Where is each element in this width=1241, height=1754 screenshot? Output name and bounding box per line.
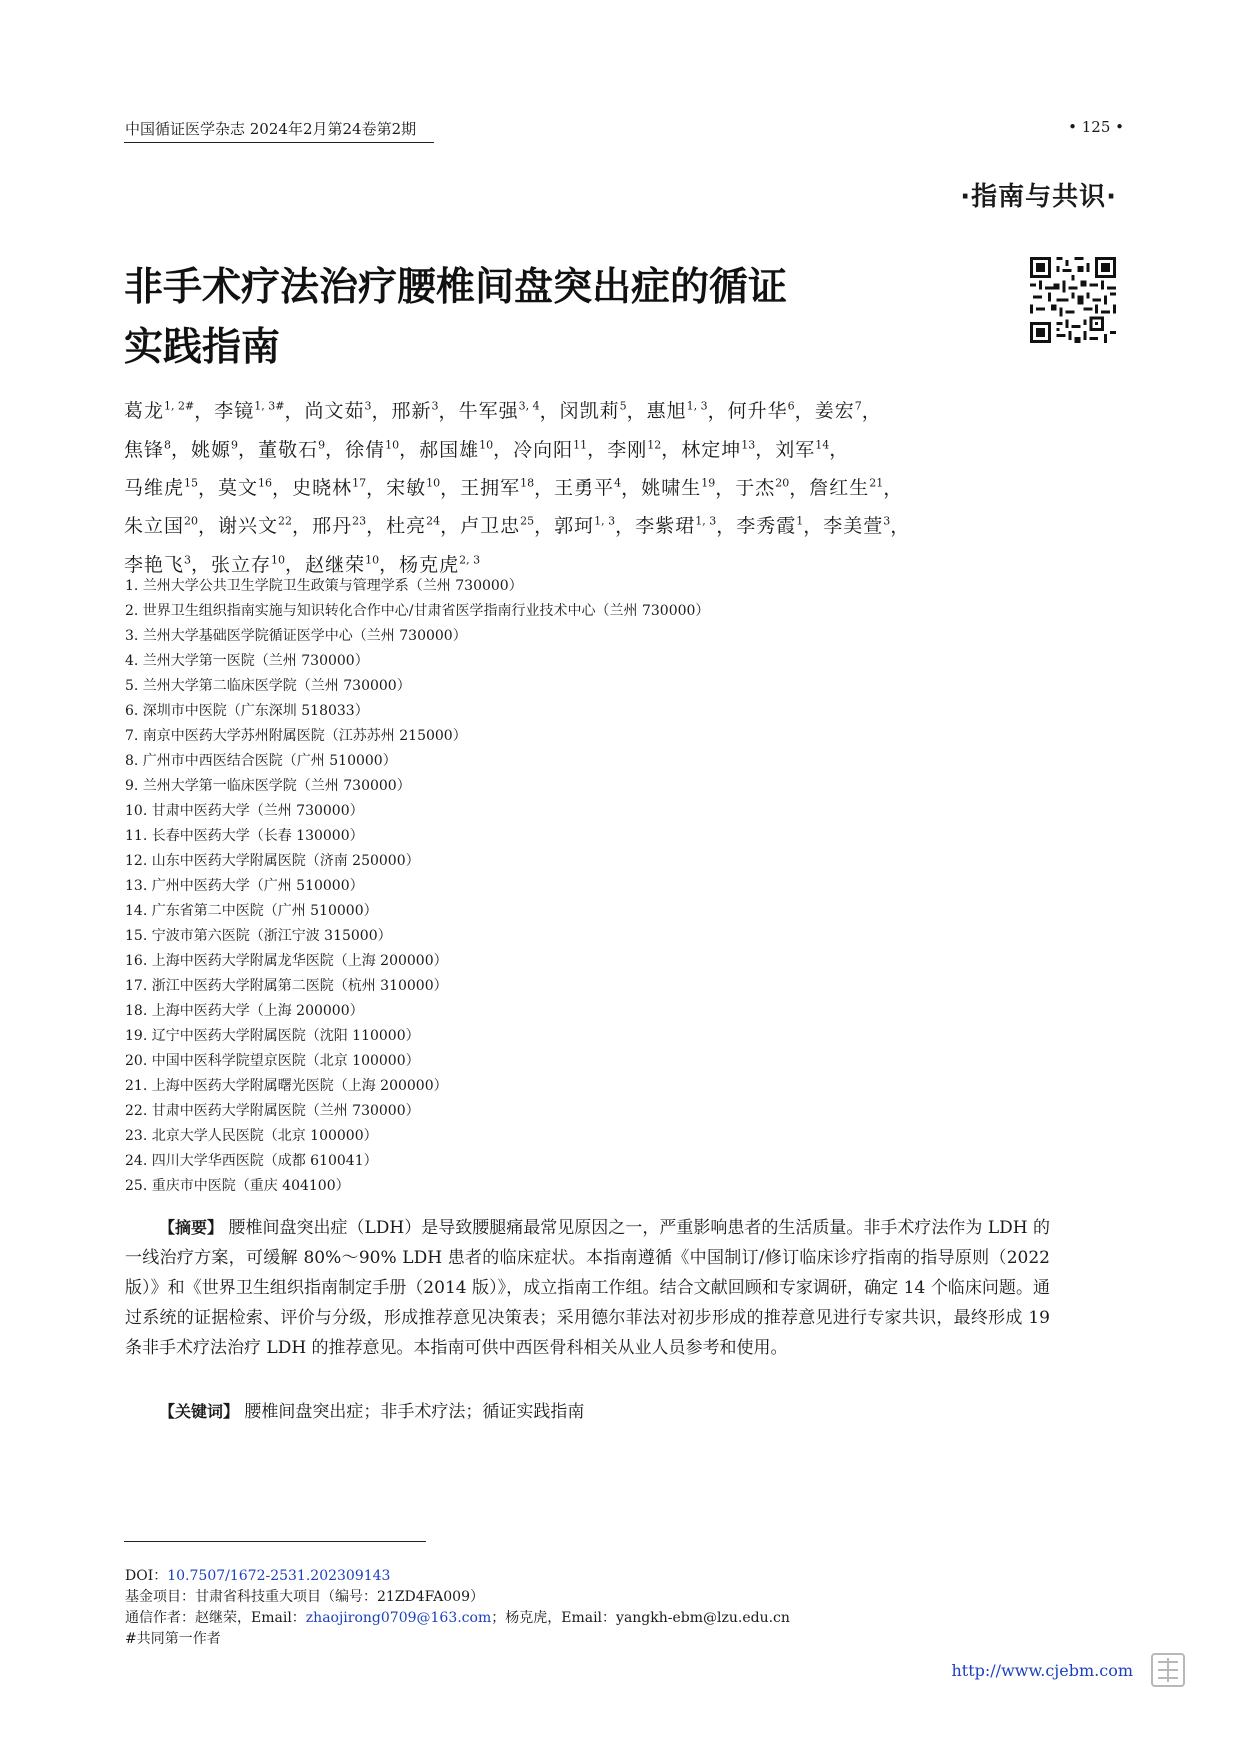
affiliation-item: 13. 广州中医药大学（广州 510000）: [125, 878, 364, 894]
author-name: 张立存$^{10}$: [211, 553, 286, 576]
header-rule: [124, 142, 434, 143]
author-affiliation-mark: 13: [741, 438, 756, 452]
affiliation-item: 11. 长春中医药大学（长春 130000）: [125, 828, 364, 844]
corresponding-author-line: [125, 1608, 1025, 1629]
author-affiliation-mark: 20: [775, 476, 790, 490]
author-name: 杜亮$^{24}$: [386, 514, 441, 538]
affiliation-item: 24. 四川大学华西医院（成都 610041）: [125, 1153, 378, 1169]
author-name: 李镜$^{1, 3\#}$: [214, 400, 285, 423]
affiliation-item: 1. 兰州大学公共卫生学院卫生政策与管理学系（兰州 730000）: [125, 578, 523, 594]
author-name: 李秀霞$^1$: [736, 514, 804, 538]
affiliation-item: 21. 上海中医药大学附属曙光医院（上海 200000）: [125, 1078, 448, 1094]
author-affiliation-mark: 21: [869, 476, 884, 490]
affiliation-item: 16. 上海中医药大学附属龙华医院（上海 200000）: [125, 953, 448, 969]
corr-prefix: 通信作者：赵继荣，Email：: [125, 1610, 306, 1626]
author-name: 李紫珺$^{1, 3}$: [635, 514, 717, 538]
author-name: 王拥军$^{18}$: [460, 476, 535, 499]
journal-logo-icon: [1148, 1650, 1188, 1690]
author-affiliation-mark: 15: [184, 476, 199, 490]
author-name: 于杰$^{20}$: [735, 476, 790, 499]
affiliation-item: 9. 兰州大学第一临床医学院（兰州 730000）: [125, 778, 411, 794]
author-name: 杨克虎$^{2, 3}$: [399, 553, 481, 576]
title-line-2: 实践指南: [124, 325, 281, 370]
author-affiliation-mark: 22: [278, 514, 293, 528]
affiliation-item: 5. 兰州大学第二临床医学院（兰州 730000）: [125, 678, 411, 694]
affiliation-item: 17. 浙江中医药大学附属第二医院（杭州 310000）: [125, 978, 448, 994]
affiliation-list: [125, 574, 1025, 1199]
article-title: [124, 258, 944, 378]
author-affiliation-mark: 12: [647, 438, 662, 452]
author-name: 焦锋$^8$: [124, 438, 172, 461]
author-name: 谢兴文$^{22}$: [218, 514, 293, 538]
author-list: 葛龙$^{1, 2\#}$，李镜$^{1, 3\#}$，尚文茹$^3$，邢新$^3$，牛军强$^{3, 4}$，闵凯莉$^5$，惠旭$^{1, 3}$，何升华$^6$，姜宏$^7$， 焦锋$^8$，姚嫄$^9$，董敬石$^9$，徐倩$^{10}$，郝国雄$^{10}$，冷向阳$^{11}$，李刚$^{12}$，林定坤$^{13}$，刘军$^{14}$， 马维虎$^{15}$，莫文$^{16}$，史晓林$^{17}$，宋敏$^{10}$，王拥军$^{18}$，王勇平$^4$，姚啸生$^{19}$，于杰$^{20}$，詹红生$^{21}$， 朱立国$^{20}$，谢兴文$^{22}$，邢丹$^{23}$，杜亮$^{24}$，卢卫忠$^{25}$，郭珂$^{1, 3}$，李紫珺$^{1, 3}$，李秀霞$^1$，李美萱$^3$， 李艳飞$^3$，张立存$^{10}$，赵继荣$^{10}$，杨克虎$^{2, 3}$: [124, 400, 911, 576]
author-name: 卢卫忠$^{25}$: [460, 514, 535, 538]
author-affiliation-mark: 20: [184, 514, 199, 528]
affiliation-item: 10. 甘肃中医药大学（兰州 730000）: [125, 803, 364, 819]
author-affiliation-mark: 6: [787, 400, 795, 413]
affiliation-item: 3. 兰州大学基础医学院循证医学中心（兰州 730000）: [125, 628, 467, 644]
keywords-label: 【关键词】: [159, 1402, 240, 1421]
affiliation-item: 18. 上海中医药大学（上海 200000）: [125, 1003, 364, 1019]
author-affiliation-mark: 2, 3: [459, 553, 481, 567]
author-affiliation-mark: 4: [614, 476, 622, 490]
keywords-text: 腰椎间盘突出症；非手术疗法；循证实践指南: [244, 1402, 585, 1422]
affiliation-item: 7. 南京中医药大学苏州附属医院（江苏苏州 215000）: [125, 728, 467, 744]
author-name: 赵继荣$^{10}$: [305, 553, 380, 576]
doi-label: DOI：: [125, 1568, 168, 1584]
author-affiliation-mark: 10: [365, 553, 380, 567]
author-name: 牛军强$^{3, 4}$: [458, 400, 540, 423]
author-affiliation-mark: 1, 3: [594, 514, 616, 528]
author-affiliation-mark: 3: [364, 400, 372, 413]
keywords: [125, 1397, 1050, 1427]
author-affiliation-mark: 18: [520, 476, 535, 490]
affiliation-item: 20. 中国中医科学院望京医院（北京 100000）: [125, 1053, 420, 1069]
author-name: 林定坤$^{13}$: [681, 438, 756, 461]
abstract-text: 腰椎间盘突出症（LDH）是导致腰腿痛最常见原因之一，严重影响患者的生活质量。非手术疗法作为 LDH 的一线治疗方案，可缓解 80%～90% LDH 患者的临床症状。本指南遵循《中国制订/修订临床诊疗指南的指导原则（2022 版）》和《世界卫生组织指南制定手册（2014 版）》，成立指南工作组。结合文献回顾和专家调研，确定 14 个临床问题。通过系统的证据检索、评价与分级，形成推荐意见决策表；采用德尔菲法对初步形成的推荐意见进行专家共识，最终形成 19 条非手术疗法治疗 LDH 的推荐意见。本指南可供中西医骨科相关从业人员参考和使用。: [125, 1218, 1050, 1358]
affiliation-item: 12. 山东中医药大学附属医院（济南 250000）: [125, 853, 420, 869]
author-affiliation-mark: 1, 3: [686, 400, 708, 413]
author-affiliation-mark: 10: [385, 438, 400, 452]
author-affiliation-mark: 1, 3#: [254, 400, 285, 413]
affiliation-item: 8. 广州市中西医结合医院（广州 510000）: [125, 753, 397, 769]
author-affiliation-mark: 8: [164, 438, 172, 452]
author-name: 郝国雄$^{10}$: [419, 438, 494, 461]
fund-line: 基金项目：甘肃省科技重大项目（编号：21ZD4FA009）: [125, 1589, 485, 1605]
author-name: 徐倩$^{10}$: [345, 438, 400, 461]
author-affiliation-mark: 7: [854, 400, 862, 413]
doi-line: [125, 1566, 1025, 1587]
affiliation-item: 6. 深圳市中医院（广东深圳 518033）: [125, 703, 369, 719]
section-label: ·指南与共识·: [960, 182, 1117, 212]
co-first-author-note: #共同第一作者: [125, 1631, 221, 1647]
author-name: 马维虎$^{15}$: [124, 476, 199, 499]
author-name: 董敬石$^9$: [258, 438, 326, 461]
affiliation-item: 4. 兰州大学第一医院（兰州 730000）: [125, 653, 369, 669]
author-name: 郭珂$^{1, 3}$: [554, 514, 616, 538]
abstract: [125, 1213, 1050, 1363]
author-affiliation-mark: 1, 2#: [164, 400, 195, 413]
corr-email-link[interactable]: zhaojirong0709@163.com: [305, 1610, 492, 1626]
author-affiliation-mark: 9: [318, 438, 326, 452]
author-affiliation-mark: 9: [231, 438, 239, 452]
author-affiliation-mark: 23: [352, 514, 367, 528]
author-name: 邢新$^3$: [391, 400, 439, 423]
affiliation-item: 15. 宁波市第六医院（浙江宁波 315000）: [125, 928, 392, 944]
author-affiliation-mark: 16: [258, 476, 273, 490]
author-affiliation-mark: 25: [520, 514, 535, 528]
affiliation-item: 14. 广东省第二中医院（广州 510000）: [125, 903, 378, 919]
author-affiliation-mark: 10: [426, 476, 441, 490]
author-affiliation-mark: 11: [573, 438, 588, 452]
affiliation-item: 22. 甘肃中医药大学附属医院（兰州 730000）: [125, 1103, 420, 1119]
author-affiliation-mark: 17: [352, 476, 367, 490]
author-name: 葛龙$^{1, 2\#}$: [124, 400, 195, 423]
author-affiliation-mark: 14: [815, 438, 830, 452]
footnotes: [125, 1566, 1025, 1650]
author-name: 李刚$^{12}$: [607, 438, 662, 461]
author-affiliation-mark: 3: [431, 400, 439, 413]
author-name: 邢丹$^{23}$: [312, 514, 367, 538]
affiliation-item: 2. 世界卫生组织指南实施与知识转化合作中心/甘肃省医学指南行业技术中心（兰州 730000）: [125, 603, 710, 619]
qr-code-icon[interactable]: [1030, 257, 1116, 343]
author-name: 冷向阳$^{11}$: [513, 438, 588, 461]
affiliation-item: 19. 辽宁中医药大学附属医院（沈阳 110000）: [125, 1028, 420, 1044]
footnote-rule: [124, 1541, 426, 1542]
author-name: 王勇平$^4$: [554, 476, 622, 499]
journal-header: 中国循证医学杂志 2024年2月第24卷第2期: [125, 120, 417, 138]
author-name: 惠旭$^{1, 3}$: [646, 400, 708, 423]
author-name: 刘军$^{14}$: [775, 438, 830, 461]
author-affiliation-mark: 10: [479, 438, 494, 452]
author-affiliation-mark: 5: [619, 400, 627, 413]
author-name: 詹红生$^{21}$: [809, 476, 884, 499]
author-name: 宋敏$^{10}$: [386, 476, 441, 499]
author-name: 何升华$^6$: [727, 400, 795, 423]
author-name: 姜宏$^7$: [814, 400, 862, 423]
website-link[interactable]: http://www.cjebm.com: [951, 1661, 1133, 1680]
author-name: 尚文茹$^3$: [304, 400, 372, 423]
author-name: 李美萱$^3$: [823, 514, 891, 538]
author-affiliation-mark: 3: [883, 514, 891, 528]
author-name: 朱立国$^{20}$: [124, 514, 199, 538]
corr-second: ；杨克虎，Email：yangkh-ebm@lzu.edu.cn: [491, 1610, 790, 1626]
author-affiliation-mark: 10: [271, 553, 286, 567]
abstract-label: 【摘要】: [159, 1218, 224, 1237]
author-affiliation-mark: 3: [184, 553, 192, 567]
author-name: 李艳飞$^3$: [124, 553, 192, 576]
author-affiliation-mark: 1, 3: [695, 514, 717, 528]
author-affiliation-mark: 3, 4: [518, 400, 540, 413]
affiliation-item: 23. 北京大学人民医院（北京 100000）: [125, 1128, 378, 1144]
author-name: 莫文$^{16}$: [218, 476, 273, 499]
affiliation-item: 25. 重庆市中医院（重庆 404100）: [125, 1178, 350, 1194]
page-number: • 125 •: [1068, 118, 1124, 136]
author-name: 史晓林$^{17}$: [292, 476, 367, 499]
author-name: 闵凯莉$^5$: [559, 400, 627, 423]
author-name: 姚啸生$^{19}$: [641, 476, 716, 499]
author-affiliation-mark: 1: [796, 514, 804, 528]
title-line-1: 非手术疗法治疗腰椎间盘突出症的循证: [124, 265, 788, 310]
author-name: 姚嫄$^9$: [191, 438, 239, 461]
author-affiliation-mark: 19: [701, 476, 716, 490]
author-affiliation-mark: 24: [426, 514, 441, 528]
doi-link[interactable]: 10.7507/1672-2531.202309143: [167, 1568, 391, 1584]
